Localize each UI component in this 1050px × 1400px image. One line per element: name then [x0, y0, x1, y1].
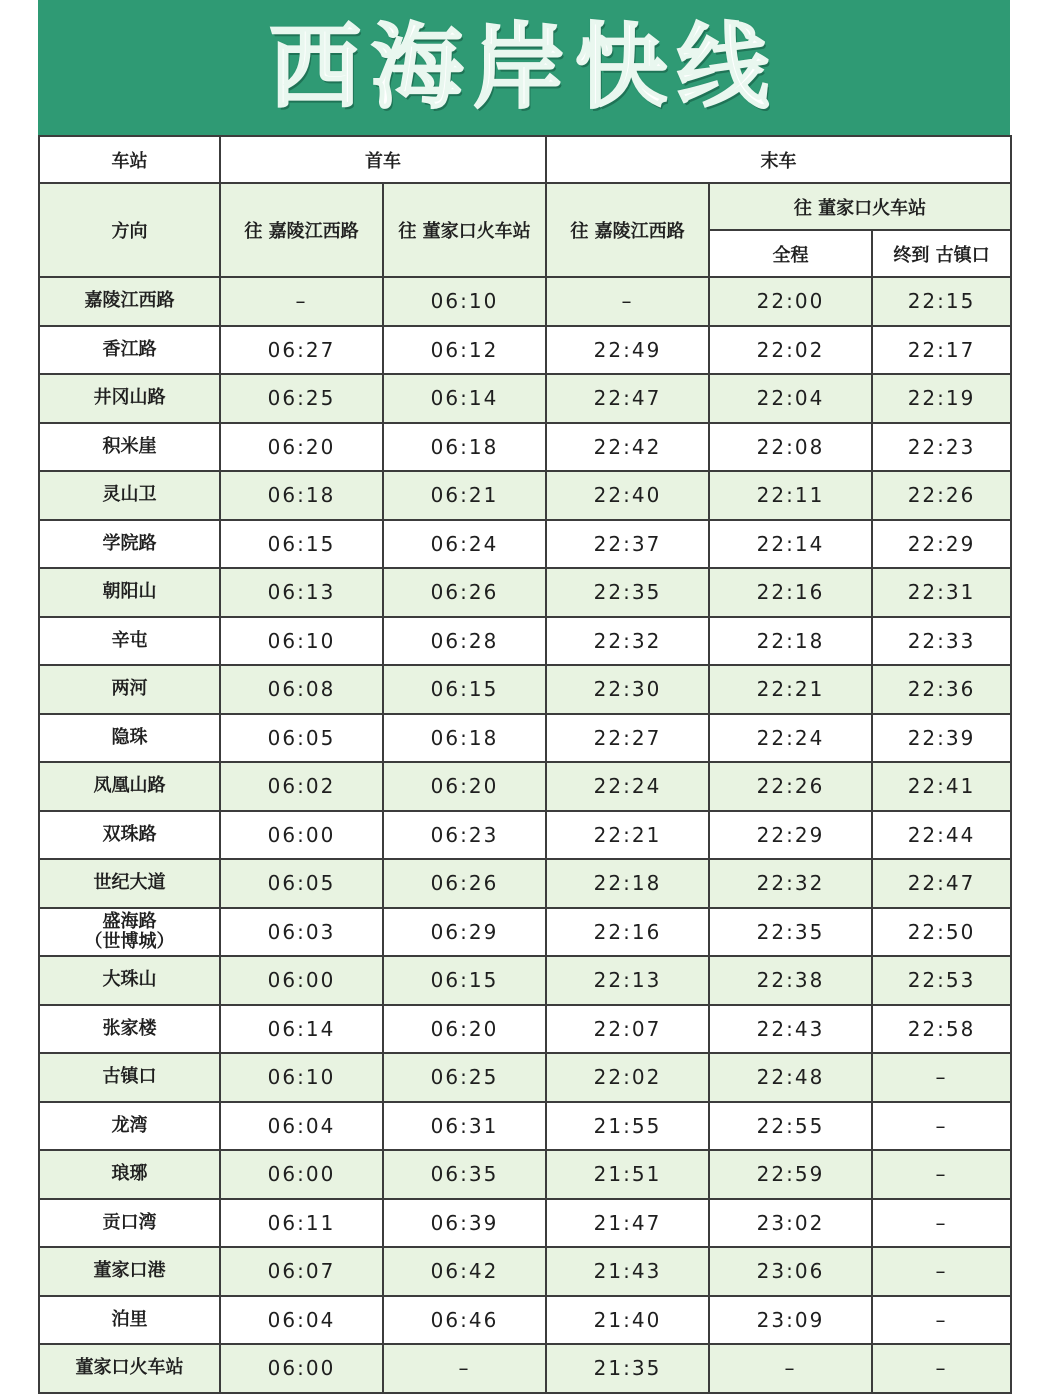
first-to-dongjiakou-cell: 06:20	[383, 1005, 546, 1054]
station-cell: 积米崖	[39, 423, 220, 472]
table-row	[39, 1102, 1011, 1151]
last-full-route-cell: 22:18	[709, 617, 872, 666]
first-to-dongjiakou-cell: 06:24	[383, 520, 546, 569]
station-cell: 学院路	[39, 520, 220, 569]
first-to-dongjiakou-cell: 06:18	[383, 423, 546, 472]
last-to-jialingjiang-cell: 22:42	[546, 423, 709, 472]
last-terminate-guzhenkou-cell: –	[872, 1344, 1011, 1393]
last-to-jialingjiang-cell: 22:37	[546, 520, 709, 569]
last-terminate-guzhenkou-cell: 22:58	[872, 1005, 1011, 1054]
table-row	[39, 1150, 1011, 1199]
first-to-jialingjiang-cell: 06:18	[220, 471, 383, 520]
last-terminate-guzhenkou-cell: 22:36	[872, 665, 1011, 714]
last-terminate-guzhenkou-cell: 22:31	[872, 568, 1011, 617]
station-cell: 朝阳山	[39, 568, 220, 617]
station-cell: 张家楼	[39, 1005, 220, 1054]
table-row	[39, 762, 1011, 811]
last-to-jialingjiang-cell: 22:47	[546, 374, 709, 423]
first-to-dongjiakou-cell: 06:29	[383, 908, 546, 957]
last-terminate-guzhenkou-cell: 22:26	[872, 471, 1011, 520]
first-to-jialingjiang-cell: 06:05	[220, 714, 383, 763]
last-to-jialingjiang-cell: 21:55	[546, 1102, 709, 1151]
first-to-jialingjiang-cell: 06:00	[220, 1150, 383, 1199]
terminate-guzhenkou-header: 终到 古镇口	[872, 230, 1011, 277]
station-cell: 泊里	[39, 1296, 220, 1345]
table-row	[39, 471, 1011, 520]
last-to-jialingjiang-cell: 21:47	[546, 1199, 709, 1248]
station-cell: 大珠山	[39, 956, 220, 1005]
last-to-jialingjiang-cell: 21:51	[546, 1150, 709, 1199]
last-full-route-cell: 22:04	[709, 374, 872, 423]
last-to-jialingjiang-cell: –	[546, 277, 709, 326]
table-row	[39, 908, 1011, 957]
table-row	[39, 714, 1011, 763]
title-banner	[38, 0, 1010, 135]
last-full-route-cell: 22:02	[709, 326, 872, 375]
last-full-route-cell: 22:16	[709, 568, 872, 617]
last-full-route-cell: 22:38	[709, 956, 872, 1005]
first-to-dongjiakou-cell: 06:28	[383, 617, 546, 666]
first-to-jialingjiang-cell: 06:15	[220, 520, 383, 569]
timetable-body	[39, 277, 1011, 1393]
table-row	[39, 277, 1011, 326]
first-to-dongjiakou-cell: 06:35	[383, 1150, 546, 1199]
last-terminate-guzhenkou-cell: 22:19	[872, 374, 1011, 423]
first-to-dongjiakou-cell: 06:21	[383, 471, 546, 520]
first-to-dongjiakou-header: 往 董家口火车站	[383, 183, 546, 277]
last-full-route-cell: 22:14	[709, 520, 872, 569]
first-to-dongjiakou-cell: 06:12	[383, 326, 546, 375]
last-terminate-guzhenkou-cell: 22:33	[872, 617, 1011, 666]
last-to-jialingjiang-cell: 22:13	[546, 956, 709, 1005]
last-full-route-cell: –	[709, 1344, 872, 1393]
first-to-jialingjiang-cell: 06:07	[220, 1247, 383, 1296]
station-cell: 琅琊	[39, 1150, 220, 1199]
station-cell: 董家口港	[39, 1247, 220, 1296]
last-full-route-cell: 22:26	[709, 762, 872, 811]
first-train-header: 首车	[220, 136, 546, 183]
last-terminate-guzhenkou-cell: –	[872, 1102, 1011, 1151]
last-to-jialingjiang-cell: 22:40	[546, 471, 709, 520]
station-cell: 灵山卫	[39, 471, 220, 520]
first-to-jialingjiang-cell: 06:08	[220, 665, 383, 714]
station-cell: 辛屯	[39, 617, 220, 666]
last-to-jialingjiang-cell: 22:02	[546, 1053, 709, 1102]
last-to-jialingjiang-cell: 21:43	[546, 1247, 709, 1296]
last-terminate-guzhenkou-cell: 22:47	[872, 859, 1011, 908]
station-cell: 盛海路 （世博城）	[39, 908, 220, 957]
first-to-jialingjiang-cell: 06:04	[220, 1296, 383, 1345]
table-row	[39, 1053, 1011, 1102]
last-full-route-cell: 22:43	[709, 1005, 872, 1054]
first-to-dongjiakou-cell: 06:39	[383, 1199, 546, 1248]
last-full-route-cell: 22:59	[709, 1150, 872, 1199]
last-full-route-cell: 22:48	[709, 1053, 872, 1102]
last-full-route-cell: 22:08	[709, 423, 872, 472]
last-terminate-guzhenkou-cell: 22:44	[872, 811, 1011, 860]
header-row-1	[39, 136, 1011, 183]
last-to-jialingjiang-cell: 22:49	[546, 326, 709, 375]
station-cell: 隐珠	[39, 714, 220, 763]
table-row	[39, 520, 1011, 569]
station-cell: 世纪大道	[39, 859, 220, 908]
last-to-jialingjiang-cell: 22:16	[546, 908, 709, 957]
station-cell: 贡口湾	[39, 1199, 220, 1248]
last-to-jialingjiang-cell: 22:30	[546, 665, 709, 714]
last-terminate-guzhenkou-cell: 22:17	[872, 326, 1011, 375]
last-terminate-guzhenkou-cell: –	[872, 1150, 1011, 1199]
first-to-dongjiakou-cell: 06:23	[383, 811, 546, 860]
station-column-header: 车站	[39, 136, 220, 183]
direction-header: 方向	[39, 183, 220, 277]
first-to-dongjiakou-cell: 06:25	[383, 1053, 546, 1102]
table-row	[39, 326, 1011, 375]
first-to-dongjiakou-cell: 06:18	[383, 714, 546, 763]
first-to-jialingjiang-cell: 06:00	[220, 1344, 383, 1393]
station-cell: 龙湾	[39, 1102, 220, 1151]
last-to-jialingjiang-cell: 22:07	[546, 1005, 709, 1054]
last-full-route-cell: 22:55	[709, 1102, 872, 1151]
last-to-jialingjiang-cell: 22:18	[546, 859, 709, 908]
last-terminate-guzhenkou-cell: 22:29	[872, 520, 1011, 569]
first-to-dongjiakou-cell: 06:46	[383, 1296, 546, 1345]
first-to-dongjiakou-cell: 06:14	[383, 374, 546, 423]
station-cell: 两河	[39, 665, 220, 714]
last-full-route-cell: 23:02	[709, 1199, 872, 1248]
last-terminate-guzhenkou-cell: –	[872, 1053, 1011, 1102]
first-to-jialingjiang-cell: 06:05	[220, 859, 383, 908]
last-full-route-cell: 23:06	[709, 1247, 872, 1296]
first-to-jialingjiang-cell: 06:14	[220, 1005, 383, 1054]
first-to-jialingjiang-cell: 06:04	[220, 1102, 383, 1151]
last-full-route-cell: 22:29	[709, 811, 872, 860]
last-full-route-cell: 22:00	[709, 277, 872, 326]
last-to-jialingjiang-cell: 22:21	[546, 811, 709, 860]
table-row	[39, 423, 1011, 472]
last-to-jialingjiang-cell: 21:35	[546, 1344, 709, 1393]
last-to-jialingjiang-cell: 22:35	[546, 568, 709, 617]
table-row	[39, 665, 1011, 714]
station-cell: 井冈山路	[39, 374, 220, 423]
last-to-jialingjiang-cell: 22:32	[546, 617, 709, 666]
station-cell: 凤凰山路	[39, 762, 220, 811]
last-to-jialingjiang-header: 往 嘉陵江西路	[546, 183, 709, 277]
full-route-header: 全程	[709, 230, 872, 277]
last-full-route-cell: 23:09	[709, 1296, 872, 1345]
table-row	[39, 1344, 1011, 1393]
last-to-jialingjiang-cell: 22:24	[546, 762, 709, 811]
last-full-route-cell: 22:21	[709, 665, 872, 714]
last-train-header: 末车	[546, 136, 1011, 183]
first-to-jialingjiang-cell: 06:10	[220, 1053, 383, 1102]
table-row	[39, 1199, 1011, 1248]
first-to-jialingjiang-cell: 06:00	[220, 956, 383, 1005]
first-to-dongjiakou-cell: 06:26	[383, 859, 546, 908]
last-terminate-guzhenkou-cell: 22:50	[872, 908, 1011, 957]
table-row	[39, 1005, 1011, 1054]
last-full-route-cell: 22:35	[709, 908, 872, 957]
first-to-jialingjiang-cell: 06:27	[220, 326, 383, 375]
first-to-jialingjiang-cell: 06:02	[220, 762, 383, 811]
last-full-route-cell: 22:32	[709, 859, 872, 908]
station-cell: 香江路	[39, 326, 220, 375]
last-terminate-guzhenkou-cell: 22:23	[872, 423, 1011, 472]
first-to-jialingjiang-cell: 06:20	[220, 423, 383, 472]
first-to-dongjiakou-cell: 06:15	[383, 665, 546, 714]
first-to-dongjiakou-cell: 06:10	[383, 277, 546, 326]
last-terminate-guzhenkou-cell: 22:41	[872, 762, 1011, 811]
first-to-jialingjiang-cell: 06:10	[220, 617, 383, 666]
last-to-jialingjiang-cell: 21:40	[546, 1296, 709, 1345]
table-row	[39, 1296, 1011, 1345]
station-cell: 双珠路	[39, 811, 220, 860]
last-terminate-guzhenkou-cell: 22:15	[872, 277, 1011, 326]
last-full-route-cell: 22:24	[709, 714, 872, 763]
last-terminate-guzhenkou-cell: 22:39	[872, 714, 1011, 763]
timetable-sheet	[38, 0, 1010, 1400]
last-terminate-guzhenkou-cell: –	[872, 1199, 1011, 1248]
first-to-jialingjiang-header: 往 嘉陵江西路	[220, 183, 383, 277]
table-row	[39, 811, 1011, 860]
table-row	[39, 859, 1011, 908]
first-to-dongjiakou-cell: 06:31	[383, 1102, 546, 1151]
last-to-dongjiakou-header: 往 董家口火车站	[709, 183, 1011, 230]
page-title: 西海岸快线	[268, 13, 779, 121]
first-to-dongjiakou-cell: 06:42	[383, 1247, 546, 1296]
table-row	[39, 374, 1011, 423]
first-to-dongjiakou-cell: –	[383, 1344, 546, 1393]
first-to-jialingjiang-cell: 06:11	[220, 1199, 383, 1248]
first-to-jialingjiang-cell: –	[220, 277, 383, 326]
last-terminate-guzhenkou-cell: 22:53	[872, 956, 1011, 1005]
station-cell: 嘉陵江西路	[39, 277, 220, 326]
table-row	[39, 956, 1011, 1005]
header-row-2	[39, 183, 1011, 230]
first-to-jialingjiang-cell: 06:00	[220, 811, 383, 860]
last-full-route-cell: 22:11	[709, 471, 872, 520]
first-to-dongjiakou-cell: 06:26	[383, 568, 546, 617]
station-cell: 古镇口	[39, 1053, 220, 1102]
first-to-dongjiakou-cell: 06:15	[383, 956, 546, 1005]
last-to-jialingjiang-cell: 22:27	[546, 714, 709, 763]
first-to-jialingjiang-cell: 06:03	[220, 908, 383, 957]
station-cell: 董家口火车站	[39, 1344, 220, 1393]
table-row	[39, 617, 1011, 666]
last-terminate-guzhenkou-cell: –	[872, 1247, 1011, 1296]
timetable	[38, 135, 1012, 1394]
first-to-jialingjiang-cell: 06:13	[220, 568, 383, 617]
last-terminate-guzhenkou-cell: –	[872, 1296, 1011, 1345]
first-to-dongjiakou-cell: 06:20	[383, 762, 546, 811]
table-row	[39, 568, 1011, 617]
table-row	[39, 1247, 1011, 1296]
first-to-jialingjiang-cell: 06:25	[220, 374, 383, 423]
